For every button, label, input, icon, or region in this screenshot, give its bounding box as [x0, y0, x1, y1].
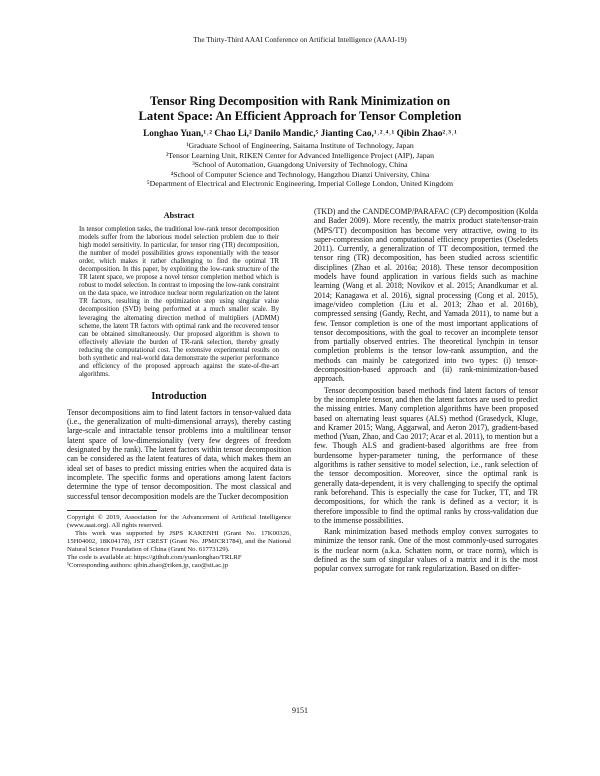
abstract-text: In tensor completion tasks, the traditional low-rank tensor decomposition models suffer from the laborious model selection problem due to their high model sensitivity. In particular, for tensor ring (TR) decomposition, the number of model possibilities grows exponentially with the tensor order, which makes it rather challenging to find the optimal TR decomposition. In this paper, by exploiting the low-rank structure of the TR latent space, we propose a novel tensor completion method which is robust to model selection. In contrast to imposing the low-rank constraint on the data space, we introduce nuclear norm regularization on the latent TR factors, resulting in the optimization step using singular value decomposition (SVD) being performed at a much smaller scale. By leveraging the alternating direction method of multipliers (ADMM) scheme, the latent TR factors with optimal rank and the recovered tensor can be obtained simultaneously. Our proposed algorithm is shown to effectively alleviate the burden of TR-rank selection, thereby greatly reducing the computational cost. The extensive experimental results on both synthetic and real-world data demonstrate the superior performance and efficiency of the proposed approach against the state-of-the-art algorithms.	[79, 226, 279, 378]
title-line-2: Latent Space: An Efficient Approach for Tensor Completion	[138, 109, 462, 123]
right-paragraph-1: (TKD) and the CANDECOMP/PARAFAC (CP) decomposition (Kolda and Bader 2009). More recently, the matrix product state/tensor-train (MPS/TT) decomposition has become very attractive, owing to its super-compression and computational efficiency properties (Oseledets 2011). Currently, a generalization of TT decomposition, termed the tensor ring (TR) decomposition, has been studied across scientific disciplines (Zhao et al. 2016a; 2018). These tensor decomposition models have found application in various fields such as machine learning (Wang et al. 2018; Novikov et al. 2015; Anandkumar et al. 2014; Kanagawa et al. 2016), signal processing (Cong et al. 2015), image/video completion (Liu et al. 2013; Zhao et al. 2016b), compressed sensing (Gandy, Recht, and Yamada 2011), to name but a few. Tensor completion is one of the most important applications of tensor decompositions, with the goal to recover an incomplete tensor from partially observed entries. The theoretical lynchpin in tensor completion problems is the tensor low-rank assumption, and the methods can mainly be categorized into two types: (i) tensor-decomposition-based approach and (ii) rank-minimization-based approach.	[314, 207, 538, 384]
copyright-footnote: Copyright © 2019, Association for the Advancement of Artificial Intelligence (www.aaai.org). All rights reserved.	[67, 513, 291, 529]
affiliations	[40, 141, 560, 189]
footnote-divider	[67, 510, 157, 511]
affiliation-4: ⁴School of Computer Science and Technology, Hangzhou Dianzi University, China	[170, 169, 430, 179]
paper-title	[60, 94, 540, 124]
abstract-heading: Abstract	[163, 211, 195, 220]
affiliation-2: ²Tensor Learning Unit, RIKEN Center for Advanced Intelligence Project (AIP), Japan	[165, 150, 435, 160]
conference-header: The Thirty-Third AAAI Conference on Artificial Intelligence (AAAI-19)	[193, 36, 407, 44]
introduction-heading: Introduction	[151, 390, 207, 402]
right-column	[314, 207, 538, 574]
title-line-1: Tensor Ring Decomposition with Rank Minimization on	[149, 94, 451, 108]
footnotes	[67, 514, 291, 570]
right-paragraph-2: Tensor decomposition based methods find latent factors of tensor by the incomplete tensor, and then the latent factors are used to predict the missing entries. Many completion algorithms have been proposed based on alternating least squares (ALS) method (Grasedyck, Kluge, and Kramer 2015; Wang, Aggarwal, and Aeron 2017), gradient-based method (Yuan, Zhao, and Cao 2017; Acar et al. 2011), to mention but a few. Though ALS and gradient-based algorithms are free from burdensome hyper-parameter tuning, the performance of these algorithms is rather sensitive to model selection, i.e., rank selection of the tensor decomposition. Moreover, since the optimal rank is generally data-dependent, it is very challenging to specify the optimal rank beforehand. This is especially the case for Tucker, TT, and TR decompositions, for which the rank is defined as a vector; it is therefore impossible to find the optimal ranks by cross-validation due to the immense possibilities.	[314, 385, 538, 525]
author-list: Longhao Yuan,¹˒² Chao Li,² Danilo Mandic,⁵ Jianting Cao,¹˒²˒⁴˒¹ Qibin Zhao²˒³˒¹	[143, 129, 457, 139]
funding-footnote: This work was supported by JSPS KAKENHI (Grant No. 17K00326, 15H04002, 18K04178), JST CREST (Grant No. JPMJCR1784), and the National Natural Science Foundation of China (Grant No. 61773129).	[67, 529, 291, 553]
introduction-paragraph: Tensor decompositions aim to find latent factors in tensor-valued data (i.e., the generalization of multi-dimensional arrays), thereby casting large-scale and intractable tensor problems into a multilinear tensor latent space of low-dimensionality (very few degrees of freedom designated by the rank). The latent factors within tensor decomposition can be considered as the latent features of data, which makes them an ideal set of bases to predict missing entries when the acquired data is incomplete. The specific forms and operations among latent factors determine the type of tensor decomposition. The most classical and successful tensor decomposition models are the Tucker decomposition	[67, 407, 291, 501]
left-column	[67, 207, 291, 570]
right-paragraph-3: Rank minimization based methods employ convex surrogates to minimize the tensor rank. One of the most commonly-used surrogates is the nuclear norm (a.k.a. Schatten norm, or trace norm), which is defined as the sum of singular values of a matrix and it is the most popular convex surrogate for rank regularization. Based on differ-	[314, 527, 538, 574]
code-footnote: The code is available at: https://github.com/yuanlonghao/TRLRF	[67, 553, 242, 561]
affiliation-3: ³School of Automation, Guangdong University of Technology, China	[192, 160, 408, 170]
affiliation-5: ⁵Department of Electrical and Electronic Engineering, Imperial College London, United Kingdom	[146, 179, 454, 189]
page-number: 9151	[292, 706, 308, 715]
corresponding-footnote: ¹Corresponding authors: qibin.zhao@riken.jp, cao@sit.ac.jp	[67, 561, 229, 569]
affiliation-1: ¹Graduate School of Engineering, Saitama Institute of Technology, Japan	[186, 141, 414, 150]
